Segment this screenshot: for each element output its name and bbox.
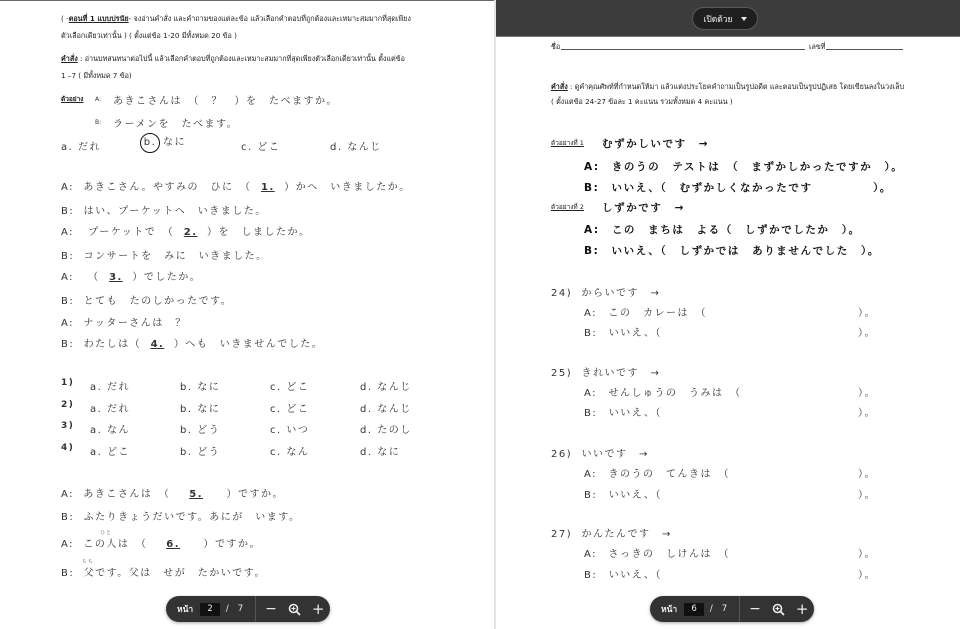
- instruction-line-2: 1 –7 ( มีทั้งหมด 7 ข้อ): [61, 71, 132, 80]
- example-option-a: a. だれ: [61, 142, 101, 153]
- dialogue-line: B: とても たのしかったです。: [61, 296, 233, 307]
- open-with-button[interactable]: [692, 7, 758, 30]
- dialogue-line: B: はい、プーケットへ いきました。: [61, 206, 267, 217]
- question-option: c. なん: [270, 447, 310, 458]
- question-option: a. なん: [90, 425, 130, 436]
- page-separator: /: [225, 604, 229, 614]
- item-26: 26) いいです →: [551, 449, 649, 460]
- blank-3: 3.: [109, 272, 123, 283]
- blank-6: 6.: [166, 539, 180, 550]
- item-26-a-close: ）。: [858, 469, 876, 480]
- instruction-line-1: [61, 54, 405, 65]
- question-option: d. なんじ: [360, 382, 412, 393]
- name-label: ชื่อ: [551, 42, 561, 51]
- item-25-a-close: ）。: [858, 388, 876, 399]
- dialogue-line: B: わたしは（ 4. ）へも いきませんでした。: [61, 339, 324, 350]
- part-header-text: - จงอ่านคำสั่ง และคำถามของแต่ละข้อ แล้วเลือกคำตอบที่ถูกต้องและเหมาะสมมากที่สุดเพียง: [128, 14, 411, 23]
- furigana: ひと: [100, 530, 113, 536]
- pager-divider: [255, 596, 256, 622]
- instruction-label: คำสั่ง: [61, 54, 78, 63]
- example-2-label: ตัวอย่างที่ 2: [551, 203, 584, 211]
- example-a-prefix: A:: [95, 96, 102, 103]
- item-26-b: B: いいえ、（: [584, 490, 662, 501]
- zoom-out-button[interactable]: −: [749, 601, 761, 617]
- zoom-in-button[interactable]: +: [795, 600, 809, 618]
- page-navigation-bar: [166, 596, 330, 622]
- instruction-line-1: [551, 82, 904, 93]
- example-option-c: c. どこ: [241, 142, 281, 153]
- example-1-b: B: いいえ、（ むずかしくなかったです ）。: [584, 182, 893, 194]
- open-with-label: เปิดด้วย: [703, 14, 733, 25]
- furigana: ちち: [82, 559, 95, 565]
- dropdown-caret-icon: [741, 17, 747, 21]
- item-27: 27) かんたんです →: [551, 529, 672, 540]
- total-pages: 7: [721, 604, 728, 614]
- page-label: หน้า: [177, 605, 194, 615]
- item-27-b: B: いいえ、（: [584, 570, 662, 581]
- example-1-label: ตัวอย่างที่ 1: [551, 139, 584, 147]
- instruction-text: : ดูคำคุณศัพท์ที่กำหนดให้มา แล้วแต่งประโยคคำถามเป็นรูปอดีต และตอบเป็นรูปปฏิเสธ โดยเขียนลงในวงเล็บ: [567, 82, 905, 91]
- dialogue-line: B: コンサートを みに いきました。: [61, 251, 268, 262]
- item-27-b-close: ）。: [858, 570, 876, 581]
- total-pages: 7: [237, 604, 244, 614]
- question-number: 4): [61, 443, 75, 453]
- item-24-b-close: ）。: [858, 328, 876, 339]
- item-25-b: B: いいえ、（: [584, 408, 662, 419]
- blank-1: 1.: [260, 182, 275, 193]
- question-option: a. どこ: [90, 447, 130, 458]
- question-option: c. どこ: [270, 404, 310, 415]
- question-option: a. だれ: [90, 382, 130, 393]
- question-option: c. いつ: [270, 425, 310, 436]
- example-2-word: しずかです →: [602, 202, 685, 214]
- dialogue-line: A: （ 3. ）でしたか。: [61, 272, 202, 283]
- magnify-icon: [772, 603, 785, 616]
- item-26-b-close: ）。: [858, 490, 876, 501]
- item-24-b: B: いいえ、（: [584, 328, 662, 339]
- right-document-viewer[interactable]: [496, 0, 960, 629]
- dialogue-line: A: プーケットで （ 2. ）を しましたか。: [61, 227, 311, 238]
- blank-4: 4.: [150, 339, 165, 350]
- example-question: あきこさんは （ ？ ）を たべますか。: [113, 96, 338, 107]
- example-2-b: B: いいえ、（ しずかでは ありませんでした ）。: [584, 245, 880, 257]
- zoom-fit-button[interactable]: [283, 596, 307, 622]
- question-option: d. たのし: [360, 425, 412, 436]
- page-navigation-bar: [650, 596, 814, 622]
- question-option: d. なんじ: [360, 404, 412, 415]
- example-1-a: A: きのうの テストは （ まずかしかったですか ）。: [584, 161, 904, 173]
- zoom-fit-button[interactable]: [767, 596, 791, 622]
- item-27-a-close: ）。: [858, 549, 876, 560]
- question-number: 3): [61, 421, 75, 431]
- zoom-out-button[interactable]: −: [265, 601, 277, 617]
- page-separator: /: [709, 604, 713, 614]
- example-label: ตัวอย่าง: [61, 95, 84, 103]
- question-number: 2): [61, 400, 75, 410]
- question-option: d. なに: [360, 447, 401, 458]
- question-option: b. どう: [180, 425, 221, 436]
- name-blank-line: [561, 49, 805, 50]
- dialogue-line: A: あきこさん。やすみの ひに （ 1. ）かへ いきましたか。: [61, 182, 411, 193]
- dialogue-line: A: この人は （ 6. ）ですか。: [61, 539, 262, 550]
- dialogue-line: A: ナッターさんは ？: [61, 318, 187, 329]
- question-option: b. なに: [180, 404, 221, 415]
- item-24-a: A: この カレーは （: [584, 308, 708, 319]
- number-label: เลขที่: [809, 42, 826, 51]
- question-option: c. どこ: [270, 382, 310, 393]
- zoom-in-button[interactable]: +: [311, 600, 325, 618]
- page-number-input[interactable]: 6: [684, 603, 704, 616]
- example-option-b-selected: b. なに: [140, 133, 186, 153]
- question-option: b. どう: [180, 447, 221, 458]
- part-label: ตอนที่ 1 แบบปรนัย: [68, 14, 129, 23]
- question-option: a. だれ: [90, 404, 130, 415]
- part-header-line-2: ตัวเลือกเดียวเท่านั้น ) ( ตั้งแต่ข้อ 1-20 มีทั้งหมด 20 ข้อ ): [61, 31, 237, 40]
- selected-circle: b.: [140, 133, 160, 153]
- pager-divider: [739, 596, 740, 622]
- item-25: 25) きれいです →: [551, 368, 661, 379]
- magnify-icon: [288, 603, 301, 616]
- item-25-b-close: ）。: [858, 408, 876, 419]
- instruction-text: : อ่านบทสนทนาต่อไปนี้ แล้วเลือกคำตอบที่ถูกต้องและเหมาะสมมากที่สุดเพียงตัวเลือกเดียวเท่านั้น ตั้งแต่ข้อ: [77, 54, 405, 63]
- example-2-a: A: この まちは よる（ しずかでしたか ）。: [584, 224, 861, 236]
- question-number: 1): [61, 378, 75, 388]
- page-number-input[interactable]: 2: [200, 603, 220, 616]
- item-24-a-close: ）。: [858, 308, 876, 319]
- item-26-a: A: きのうの てんきは （: [584, 469, 731, 480]
- dialogue-line: A: あきこさんは （ 5. ）ですか。: [61, 489, 285, 500]
- instruction-label: คำสั่ง: [551, 82, 568, 91]
- dialogue-line: B: ふたりきょうだいです。あにが います。: [61, 512, 301, 523]
- page-label: หน้า: [661, 605, 678, 615]
- dialogue-line: B: 父です。父は せが たかいです。: [61, 568, 266, 579]
- example-1-word: むずかしいです →: [602, 138, 710, 150]
- item-25-a: A: せんしゅうの うみは （: [584, 388, 742, 399]
- viewer-toolbar: [496, 0, 960, 37]
- item-27-a: A: さっきの しけんは （: [584, 549, 731, 560]
- example-option-d: d. なんじ: [330, 142, 382, 153]
- item-24: 24) からいです →: [551, 288, 661, 299]
- number-blank-line: [826, 49, 903, 50]
- question-option: b. なに: [180, 382, 221, 393]
- example-b-prefix: B:: [95, 119, 102, 126]
- example-answer: ラーメンを たべます。: [113, 119, 239, 130]
- instruction-line-2: ( ตั้งแต่ข้อ 24-27 ข้อละ 1 คะแนน รวมทั้งหมด 4 คะแนน ): [551, 97, 733, 106]
- blank-2: 2.: [183, 227, 198, 238]
- blank-5: 5.: [189, 489, 203, 500]
- part-header-line-1: ( -ตอนที่ 1 แบบปรนัย- จงอ่านคำสั่ง และคำถามของแต่ละข้อ แล้วเลือกคำตอบที่ถูกต้องและเหมาะสมมากที่สุดเพียง: [61, 14, 411, 23]
